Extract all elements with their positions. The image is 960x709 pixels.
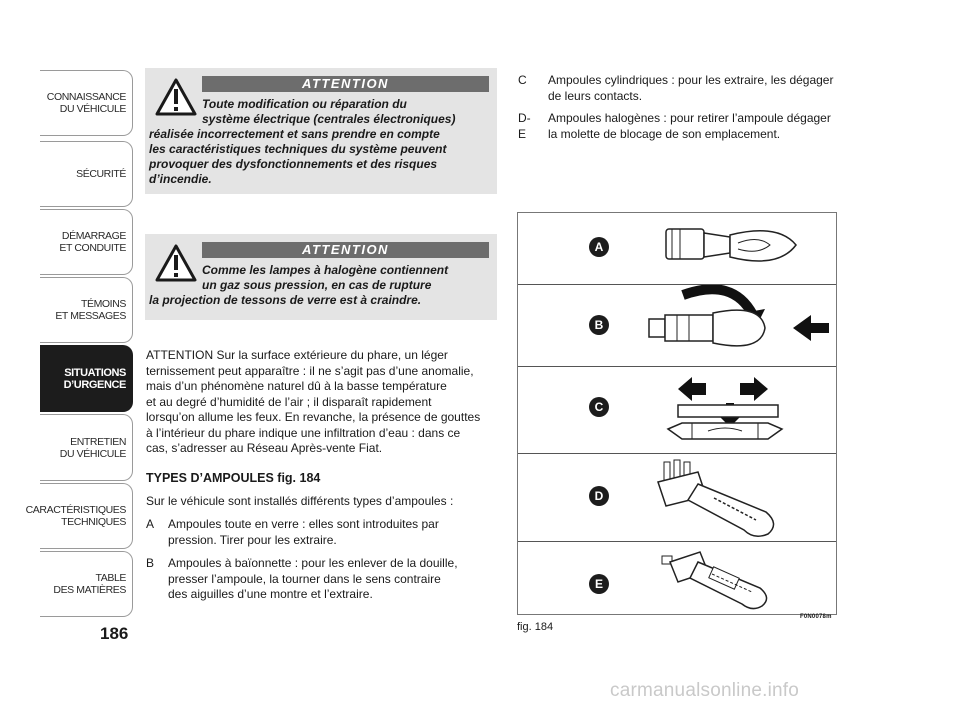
sidebar-tab-connaissance[interactable]: CONNAISSANCE DU VÉHICULE <box>40 70 133 136</box>
sidebar-tab-caracteristiques[interactable]: CARACTÉRISTIQUES TECHNIQUES <box>40 483 133 549</box>
panel-badge: E <box>589 574 609 594</box>
figure-panel-a <box>518 213 836 285</box>
sidebar-tab-table[interactable]: TABLE DES MATIÈRES <box>40 551 133 617</box>
warning-triangle-icon <box>155 244 197 282</box>
bulb-types-figure <box>517 212 837 615</box>
glass-bulb-icon <box>658 213 828 285</box>
sidebar-tab-demarrage[interactable]: DÉMARRAGE ET CONDUITE <box>40 209 133 275</box>
sidebar-tab-securite[interactable]: SÉCURITÉ <box>40 141 133 207</box>
attention-text: la projection de tessons de verre est à craindre. <box>149 293 422 307</box>
attention-text-indented: Toute modification ou réparation du système électrique (centrales électroniques) <box>202 97 456 126</box>
cylindrical-bulb-icon <box>648 367 828 454</box>
attention-title: ATTENTION <box>202 76 489 92</box>
sidebar-tab-entretien[interactable]: ENTRETIEN DU VÉHICULE <box>40 414 133 481</box>
attention-box-halogen <box>145 234 497 320</box>
panel-badge: C <box>589 397 609 417</box>
attention-title: ATTENTION <box>202 242 489 258</box>
figure-caption: fig. 184 <box>517 621 554 633</box>
sidebar-tab-situations-active[interactable]: SITUATIONS D’URGENCE <box>40 345 133 412</box>
bayonet-bulb-icon <box>643 285 833 367</box>
page-number: 186 <box>100 624 129 643</box>
attention-text: réalisée incorrectement et sans prendre en compte les caractéristiques techniques du système peuvent provoquer des dysfonctionnements et des risques d’incendie. <box>149 127 447 186</box>
attention-text-indented: Comme les lampes à halogène contiennent un gaz sous pression, en cas de rupture <box>202 263 449 292</box>
figure-panel-b <box>518 285 836 367</box>
halogen-bulb-h4-icon <box>648 454 828 542</box>
warning-triangle-icon <box>155 78 197 116</box>
figure-panel-d <box>518 454 836 542</box>
attention-paragraph: ATTENTION Sur la surface extérieure du phare, un léger ternissement peut apparaître : il ne s’agit pas d’une anomalie, mais d’un phénomène naturel dû à la basse température et au degré d’humidité de l’air ; il disparaît rapidement lorsqu’on allume les feux. En revanche, la présence de gouttes à l’intérieur du phare indique une infiltration d’eau : dans ce cas, s’adresser au Réseau Après-vente Fiat. <box>146 348 481 455</box>
watermark: carmanualsonline.info <box>610 680 800 701</box>
sidebar-tab-temoins[interactable]: TÉMOINS ET MESSAGES <box>40 277 133 343</box>
panel-badge: A <box>589 237 609 257</box>
figure-panel-c <box>518 367 836 454</box>
halogen-bulb-h7-icon <box>648 542 828 616</box>
figure-code: F0N0078m <box>800 614 832 620</box>
panel-badge: B <box>589 315 609 335</box>
figure-panel-e <box>518 542 836 616</box>
types-intro: Sur le véhicule sont installés différents types d’ampoules : <box>146 494 454 508</box>
attention-box-electrical <box>145 68 497 194</box>
panel-badge: D <box>589 486 609 506</box>
section-heading: TYPES D’AMPOULES fig. 184 <box>146 471 321 485</box>
